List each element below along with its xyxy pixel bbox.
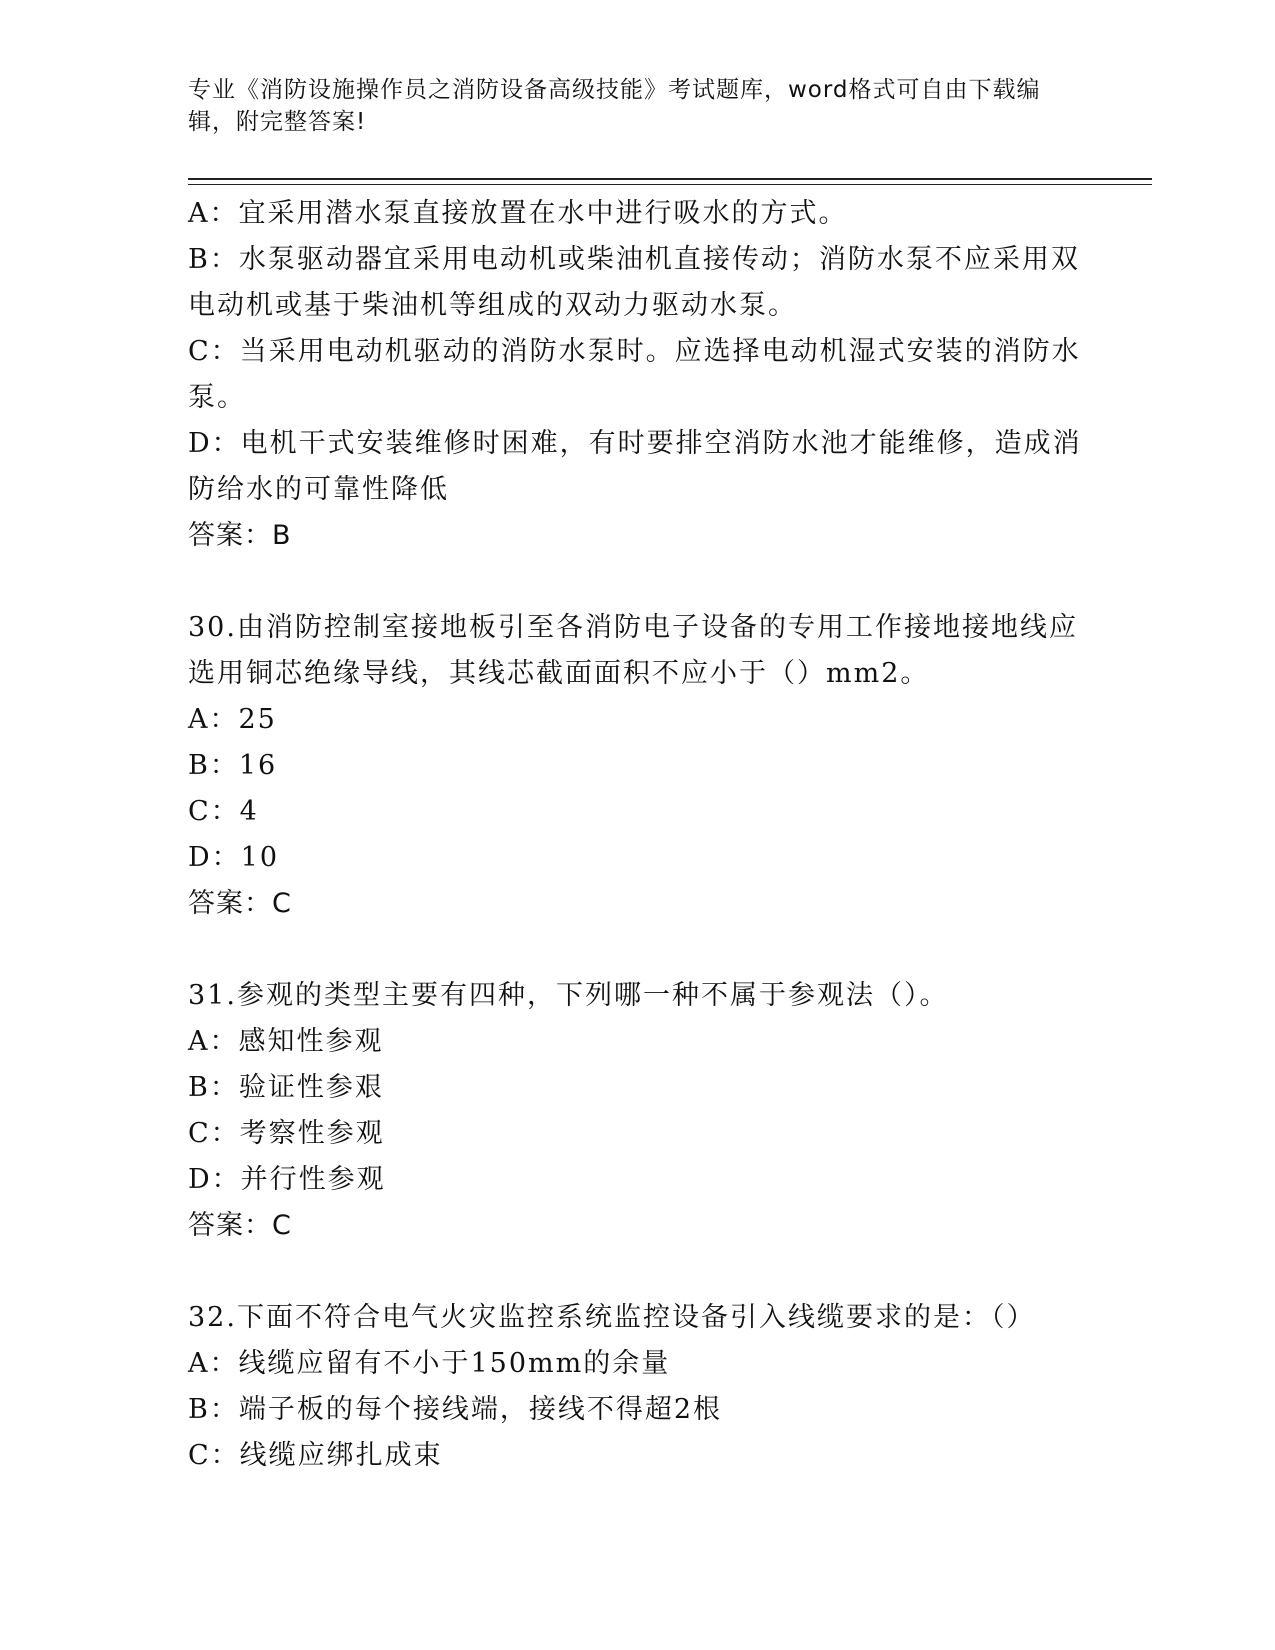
option-d-continued: 防给水的可靠性降低 (188, 474, 449, 505)
option-c: C：考察性参观 (188, 1118, 385, 1149)
option-b-continued: 电动机或基于柴油机等组成的双动力驱动水泵。 (188, 290, 797, 321)
question-text-continued: 选用铜芯绝缘导线，其线芯截面面积不应小于（）mm2。 (188, 658, 930, 689)
header-divider-thin (188, 184, 1152, 185)
answer: 答案：C (188, 1210, 292, 1241)
question-list (188, 191, 1088, 1479)
option-b: B：16 (188, 750, 278, 781)
option-a: A：宜采用潜水泵直接放置在水中进行吸水的方式。 (188, 198, 848, 229)
question-text: 32.下面不符合电气火灾监控系统监控设备引入线缆要求的是：（） (188, 1302, 1036, 1333)
spacer (188, 1249, 1088, 1295)
question-31-block (188, 973, 1088, 1249)
option-b: B：端子板的每个接线端，接线不得超2根 (188, 1394, 723, 1425)
header-divider-thick (188, 178, 1152, 180)
question-text: 31.参观的类型主要有四种，下列哪一种不属于参观法（）。 (188, 980, 949, 1011)
option-c: C：线缆应绑扎成束 (188, 1440, 443, 1471)
option-b: B：水泵驱动器宜采用电动机或柴油机直接传动；消防水泵不应采用双 (188, 244, 1080, 275)
page-header (188, 74, 1068, 138)
option-a: A：线缆应留有不小于150mm的余量 (188, 1348, 671, 1379)
option-c: C：当采用电动机驱动的消防水泵时。应选择电动机湿式安装的消防水 (188, 336, 1081, 367)
option-d: D：并行性参观 (188, 1164, 386, 1195)
option-c: C：4 (188, 796, 259, 827)
question-32-block (188, 1295, 1088, 1479)
question-29-block (188, 191, 1088, 559)
option-a: A：感知性参观 (188, 1026, 384, 1057)
answer: 答案：C (188, 888, 292, 919)
option-a: A：25 (188, 704, 277, 735)
question-text: 30.由消防控制室接地板引至各消防电子设备的专用工作接地接地线应 (188, 612, 1078, 643)
spacer (188, 559, 1088, 605)
question-30-block (188, 605, 1088, 927)
option-d: D：10 (188, 842, 280, 873)
spacer (188, 927, 1088, 973)
header-line-2: 辑，附完整答案! (188, 109, 367, 135)
answer: 答案：B (188, 520, 292, 551)
option-c-continued: 泵。 (188, 382, 246, 413)
option-d: D：电机干式安装维修时困难，有时要排空消防水池才能维修，造成消 (188, 428, 1082, 459)
header-line-1: 专业《消防设施操作员之消防设备高级技能》考试题库，word格式可自由下载编 (188, 77, 1041, 103)
option-b: B：验证性参艰 (188, 1072, 384, 1103)
